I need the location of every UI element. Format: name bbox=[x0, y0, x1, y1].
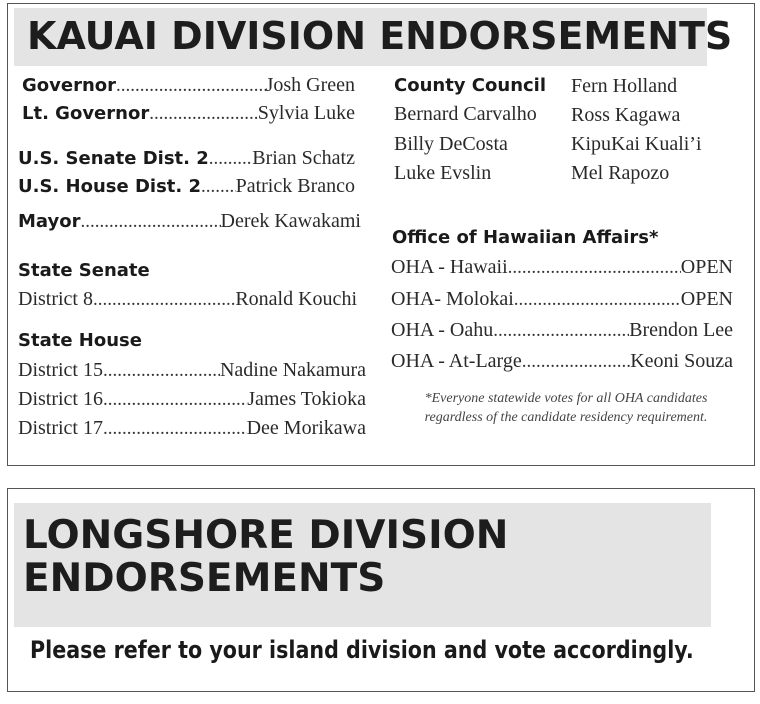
oha-row bbox=[391, 288, 733, 311]
mayor-office: Mayor bbox=[18, 211, 81, 232]
lt-governor-name: Sylvia Luke bbox=[257, 102, 355, 124]
candidate-name: Dee Morikawa bbox=[246, 417, 366, 439]
district-label: District 15 bbox=[18, 359, 103, 381]
state-house-row bbox=[18, 359, 366, 382]
governor-name: Josh Green bbox=[265, 74, 355, 96]
governor-office: Governor bbox=[22, 75, 117, 96]
district-label: District 16 bbox=[18, 388, 103, 410]
oha-heading: Office of Hawaiian Affairs* bbox=[392, 227, 659, 248]
oha-footnote-line: regardless of the candidate residency requirement. bbox=[424, 410, 708, 425]
leader-dots bbox=[493, 320, 629, 342]
state-senate-row bbox=[18, 288, 357, 311]
state-senate-heading: State Senate bbox=[18, 260, 150, 281]
oha-footnote-line: *Everyone statewide votes for all OHA candidates bbox=[424, 391, 708, 406]
leader-dots bbox=[93, 289, 235, 311]
leader-dots bbox=[103, 360, 220, 382]
us-senate-row bbox=[18, 147, 355, 170]
candidate-name: James Tokioka bbox=[247, 388, 366, 410]
state-house-heading: State House bbox=[18, 330, 142, 351]
council-member: Luke Evslin bbox=[394, 162, 492, 184]
us-house-office: U.S. House Dist. 2 bbox=[18, 176, 202, 197]
oha-row bbox=[391, 319, 733, 342]
longshore-message: Please refer to your island division and vote accordingly. bbox=[30, 636, 694, 664]
governor-row bbox=[22, 74, 355, 97]
oha-candidate: Brendon Lee bbox=[629, 319, 733, 341]
leader-dots bbox=[514, 289, 681, 311]
council-member: Fern Holland bbox=[571, 75, 678, 97]
lt-governor-office: Lt. Governor bbox=[22, 103, 150, 124]
council-member: Bernard Carvalho bbox=[394, 103, 537, 125]
county-council-heading: County Council bbox=[394, 75, 547, 96]
council-member: Ross Kagawa bbox=[571, 104, 681, 126]
mayor-name: Derek Kawakami bbox=[220, 210, 361, 232]
leader-dots bbox=[80, 211, 220, 233]
leader-dots bbox=[201, 176, 236, 198]
oha-candidate: OPEN bbox=[680, 256, 733, 278]
leader-dots bbox=[209, 148, 252, 170]
lt-governor-row bbox=[22, 102, 355, 125]
oha-seat: OHA - Hawaii bbox=[391, 256, 508, 278]
district-label: District 8 bbox=[18, 288, 93, 310]
candidate-name: Nadine Nakamura bbox=[219, 359, 366, 381]
kauai-title: KAUAI DIVISION ENDORSEMENTS bbox=[27, 14, 733, 58]
oha-candidate: Keoni Souza bbox=[630, 350, 733, 372]
state-house-row bbox=[18, 417, 366, 440]
mayor-row bbox=[18, 210, 361, 233]
council-member: KipuKai Kuali’i bbox=[571, 133, 702, 155]
longshore-title-line: LONGSHORE DIVISION bbox=[23, 513, 509, 558]
district-label: District 17 bbox=[18, 417, 103, 439]
oha-row bbox=[391, 350, 733, 373]
us-house-row bbox=[18, 175, 355, 198]
leader-dots bbox=[103, 418, 247, 440]
oha-footnote bbox=[392, 389, 740, 427]
state-house-row bbox=[18, 388, 366, 411]
oha-seat: OHA- Molokai bbox=[391, 288, 514, 310]
us-senate-office: U.S. Senate Dist. 2 bbox=[18, 148, 209, 169]
candidate-name: Ronald Kouchi bbox=[235, 288, 357, 310]
us-house-name: Patrick Branco bbox=[235, 175, 355, 197]
us-senate-name: Brian Schatz bbox=[252, 147, 355, 169]
council-member: Billy DeCosta bbox=[394, 133, 508, 155]
leader-dots bbox=[116, 75, 266, 97]
oha-candidate: OPEN bbox=[680, 288, 733, 310]
leader-dots bbox=[508, 257, 681, 279]
oha-seat: OHA - At-Large bbox=[391, 350, 522, 372]
oha-seat: OHA - Oahu bbox=[391, 319, 494, 341]
council-member: Mel Rapozo bbox=[571, 162, 670, 184]
leader-dots bbox=[149, 103, 258, 125]
leader-dots bbox=[522, 351, 631, 373]
oha-row bbox=[391, 256, 733, 279]
leader-dots bbox=[103, 389, 247, 411]
longshore-title-line: ENDORSEMENTS bbox=[23, 556, 386, 601]
